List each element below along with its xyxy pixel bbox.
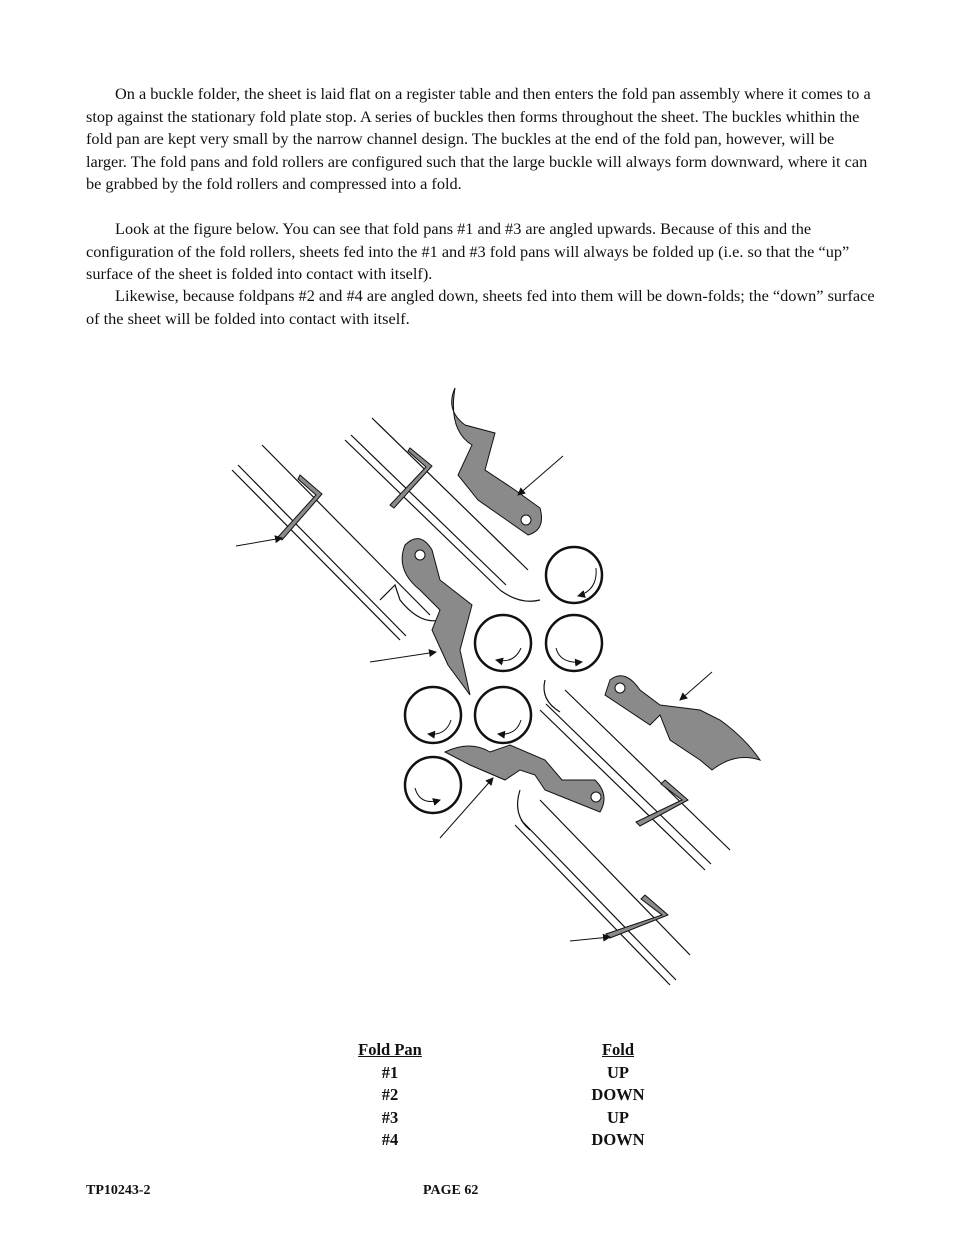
fold-table-cell: DOWN [591,1085,645,1105]
fold-table-cell: #2 [381,1085,399,1105]
roller [405,757,461,813]
fold-table-cell: #4 [381,1130,399,1150]
paragraph-buckle-folder: On a buckle folder, the sheet is laid flat on a register table and then enters the fold pan assembly where it comes to a stop against the stationary fold plate stop. A series of buckles then forms throughout the sheet. The buckles whithin the fold pan are kept very small by the narrow channel design. The buckles at the end of the fold pan, however, will be larger. The fold pans and fold rollers are configured such that the large buckle will always form downward, where it can be grabbed by the fold rollers and compressed into a fold. [86,84,871,194]
fold-table-cell: DOWN [591,1130,645,1150]
fold-pan-4 [515,790,690,985]
fold-table-header-fold: Fold [601,1040,635,1059]
footer-page-number: PAGE 62 [423,1183,479,1198]
fold-table-cell: #1 [381,1062,399,1082]
fold-table-cell: UP [607,1107,629,1127]
fold-stop-3 [636,780,688,826]
fold-stop-2 [390,448,432,508]
footer-doc-id: TP10243-2 [86,1183,151,1198]
roller [546,615,602,671]
fold-table-header-pan: Fold Pan [358,1040,422,1059]
roller [546,547,602,603]
deflector-top [452,388,542,535]
fold-pan-diagram [0,370,954,1000]
deflector-bottom [445,745,604,812]
fold-stop-1 [278,475,322,540]
fold-table-cell: UP [607,1062,629,1082]
fold-table-cell: #3 [381,1107,399,1127]
fold-table-fold-column [568,1039,668,1152]
fold-table-pan-column [340,1039,440,1152]
roller [475,615,531,671]
deflector-left [402,539,472,695]
deflector-right [605,676,760,770]
paragraph-down-folds: Likewise, because foldpans #2 and #4 are angled down, sheets fed into them will be down-folds; the “down” surface of the sheet will be folded into contact with itself. [86,286,875,328]
paragraph-up-folds: Look at the figure below. You can see that fold pans #1 and #3 are angled upwards. Because of this and the configuration of the fold rollers, sheets fed into the #1 and #3 fold pans will always be folded up (i.e. so that the “up” surface of the sheet is folded into contact with itself). [86,219,850,284]
